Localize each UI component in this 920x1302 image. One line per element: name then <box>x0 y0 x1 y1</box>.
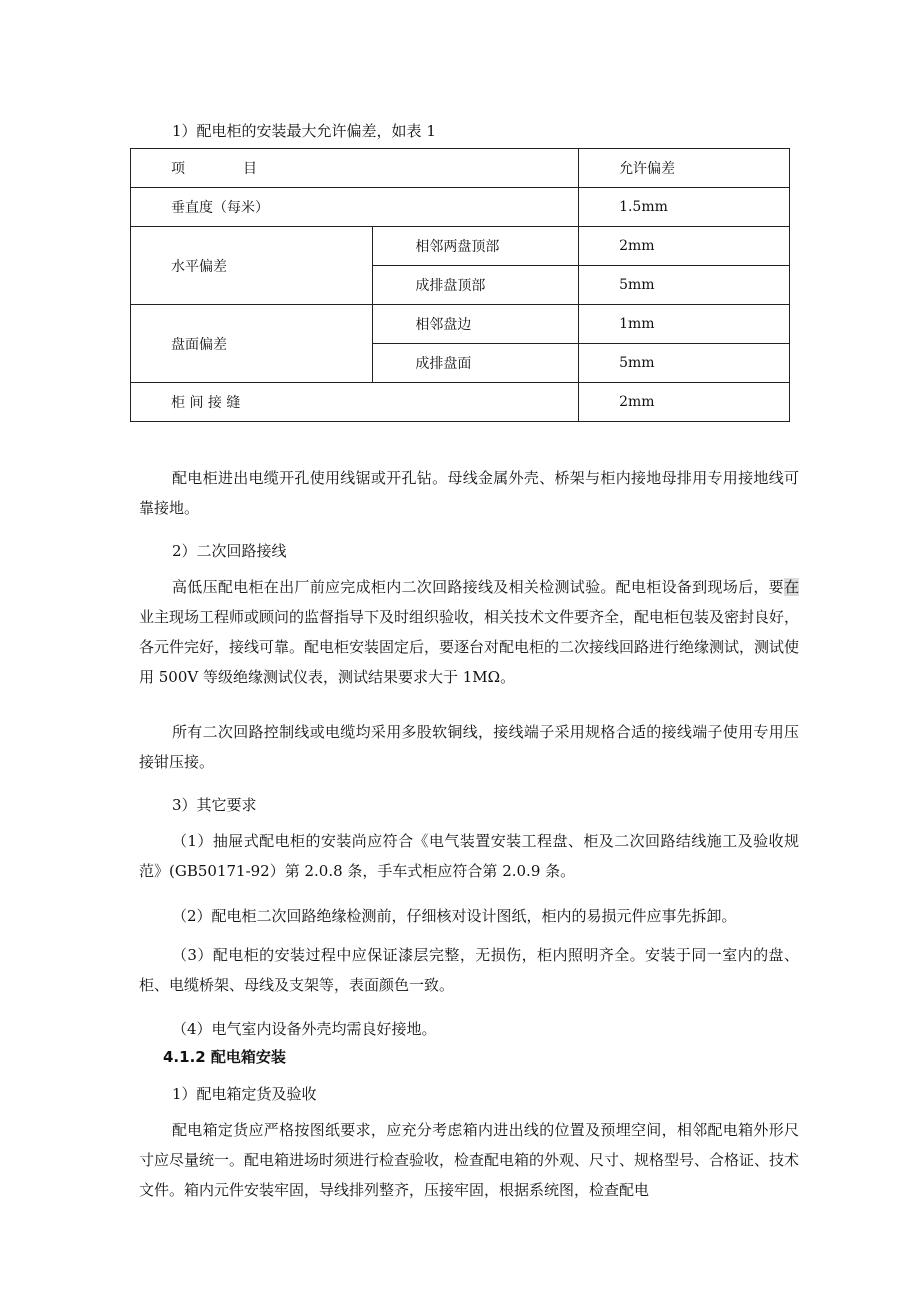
surface-label: 盘面偏差 <box>131 305 373 383</box>
table-row <box>131 227 790 266</box>
paragraph-secondary-wiring: 高低压配电柜在出厂前应完成柜内二次回路接线及相关检测试验。配电柜设备到现场后，要在业主现场工程师或顾问的监督指导下及时组织验收，相关技术文件要齐全，配电柜包装及密封良好，各元件完好，接线可靠。配电柜安装固定后，要逐台对配电柜的二次接线回路进行绝缘测试，测试使用 500V 等级绝缘测试仪表，测试结果要求大于 1MΩ。 <box>139 578 800 686</box>
header-item: 项 目 <box>131 149 579 188</box>
requirement-4: （4）电气室内设备外壳均需良好接地。 <box>172 1020 437 1038</box>
surface-sub: 成排盘面 <box>373 344 579 383</box>
heading-secondary-wiring: 2）二次回路接线 <box>172 542 287 560</box>
horizontal-sub: 成排盘顶部 <box>373 266 579 305</box>
header-tolerance: 允许偏差 <box>579 149 790 188</box>
table-intro: 1）配电柜的安装最大允许偏差，如表 1 <box>172 122 436 140</box>
vertical-value: 1.5mm <box>579 188 790 227</box>
horizontal-value: 5mm <box>579 266 790 305</box>
joint-label: 柜 间 接 缝 <box>131 383 579 422</box>
tolerance-table <box>130 148 790 422</box>
horizontal-label: 水平偏差 <box>131 227 373 305</box>
surface-value: 1mm <box>579 305 790 344</box>
paragraph-control-wires: 所有二次回路控制线或电缆均采用多股软铜线，接线端子采用规格合适的接线端子使用专用压接钳压接。 <box>139 723 799 771</box>
table-row <box>131 305 790 344</box>
joint-value: 2mm <box>579 383 790 422</box>
table-header-row <box>131 149 790 188</box>
table-row <box>131 188 790 227</box>
vertical-label: 垂直度（每米） <box>131 188 579 227</box>
surface-value: 5mm <box>579 344 790 383</box>
requirement-3: （3）配电柜的安装过程中应保证漆层完整，无损伤，柜内照明齐全。安装于同一室内的盘、柜、电缆桥架、母线及支架等，表面颜色一致。 <box>139 946 799 994</box>
requirement-1: （1）抽屉式配电柜的安装尚应符合《电气装置安装工程盘、柜及二次回路结线施工及验收规范》(GB50171-92）第 2.0.8 条，手车式柜应符合第 2.0.9 条。 <box>139 832 799 880</box>
paragraph-cable-holes: 配电柜进出电缆开孔使用线锯或开孔钻。母线金属外壳、桥架与柜内接地母排用专用接地线可靠接地。 <box>139 469 799 517</box>
section-heading: 4.1.2 配电箱安装 <box>163 1048 286 1066</box>
heading-other-requirements: 3）其它要求 <box>172 796 257 814</box>
subheading-ordering: 1）配电箱定货及验收 <box>172 1085 317 1103</box>
surface-sub: 相邻盘边 <box>373 305 579 344</box>
horizontal-value: 2mm <box>579 227 790 266</box>
horizontal-sub: 相邻两盘顶部 <box>373 227 579 266</box>
table-row <box>131 383 790 422</box>
paragraph-ordering: 配电箱定货应严格按图纸要求，应充分考虑箱内进出线的位置及预埋空间，相邻配电箱外形尺寸应尽量统一。配电箱进场时须进行检查验收，检查配电箱的外观、尺寸、规格型号、合格证、技术文件。箱内元件安装牢固，导线排列整齐，压接牢固，根据系统图，检查配电 <box>139 1121 800 1199</box>
requirement-2: （2）配电柜二次回路绝缘检测前，仔细核对设计图纸，柜内的易损元件应事先拆卸。 <box>172 907 737 925</box>
